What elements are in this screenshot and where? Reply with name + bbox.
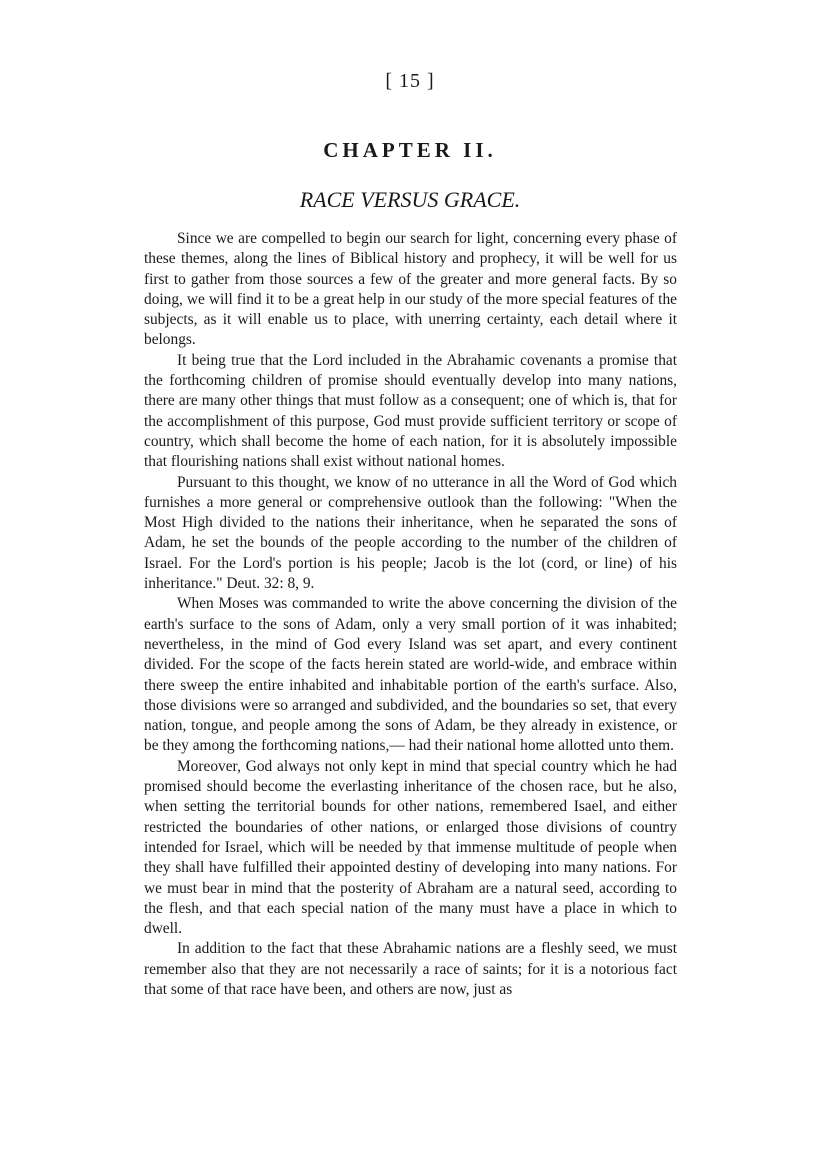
page-number: [ 15 ] (385, 70, 435, 92)
body-text (144, 229, 677, 1000)
paragraph-2: It being true that the Lord included in the Abrahamic covenants a promise that the forthcoming children of promise should eventually develop into many nations, there are many other things that must follow as a consequent; one of which is, that for the accomplishment of this purpose, God must provide sufficient territory or scope of country, which shall become the home of each nation, for it is absolutely impossible that flourishing nations shall exist without national homes. (144, 351, 677, 471)
paragraph-4: When Moses was commanded to write the above concerning the division of the earth's surface to the sons of Adam, only a very small portion of it was inhabited; nevertheless, in the mind of God every Island was set apart, and every continent divided. For the scope of the facts herein stated are world-wide, and embrace within there sweep the entire inhabited and inhabitable portion of the earth's surface. Also, those divisions were so arranged and subdivided, and the boundaries so set, that every nation, tongue, and people among the sons of Adam, be they already in existence, or be they among the forthcoming nations,— had their national home allotted unto them. (144, 595, 677, 755)
paragraph-5: Moreover, God always not only kept in mind that special country which he had promised should become the everlasting inheritance of the chosen race, but he also, when setting the territorial bounds for other nations, remembered Isael, and either restricted the boundaries of other nations, or enlarged those divisions of country intended for Israel, which will be needed by that immense multitude of people when they shall have fulfilled their appointed destiny of developing into many nations. For we must bear in mind that the posterity of Abraham are a natural seed, according to the flesh, and that each special nation of the many must have a place in which to dwell. (144, 757, 677, 938)
paragraph-3: Pursuant to this thought, we know of no utterance in all the Word of God which furnishes a more general or comprehensive outlook than the following: "When the Most High divided to the nations their inheritance, when he separated the sons of Adam, he set the bounds of the people according to the number of the children of Israel. For the Lord's portion is his people; Jacob is the lot (cord, or line) of his inheritance." Deut. 32: 8, 9. (144, 473, 677, 593)
paragraph-6: In addition to the fact that these Abrahamic nations are a fleshly seed, we must remember also that they are not necessarily a race of saints; for it is a notorious fact that some of that race have been, and others are now, just as (144, 940, 677, 998)
paragraph-1: Since we are compelled to begin our search for light, concerning every phase of these themes, along the lines of Biblical history and prophecy, it will be well for us first to gather from those sources a few of the greater and more general facts. By so doing, we will find it to be a great help in our study of the more special features of the subjects, as it will enable us to place, with unerring certainty, each detail where it belongs. (144, 230, 677, 349)
chapter-heading: CHAPTER II. (323, 138, 497, 162)
chapter-title: RACE VERSUS GRACE. (299, 187, 521, 212)
